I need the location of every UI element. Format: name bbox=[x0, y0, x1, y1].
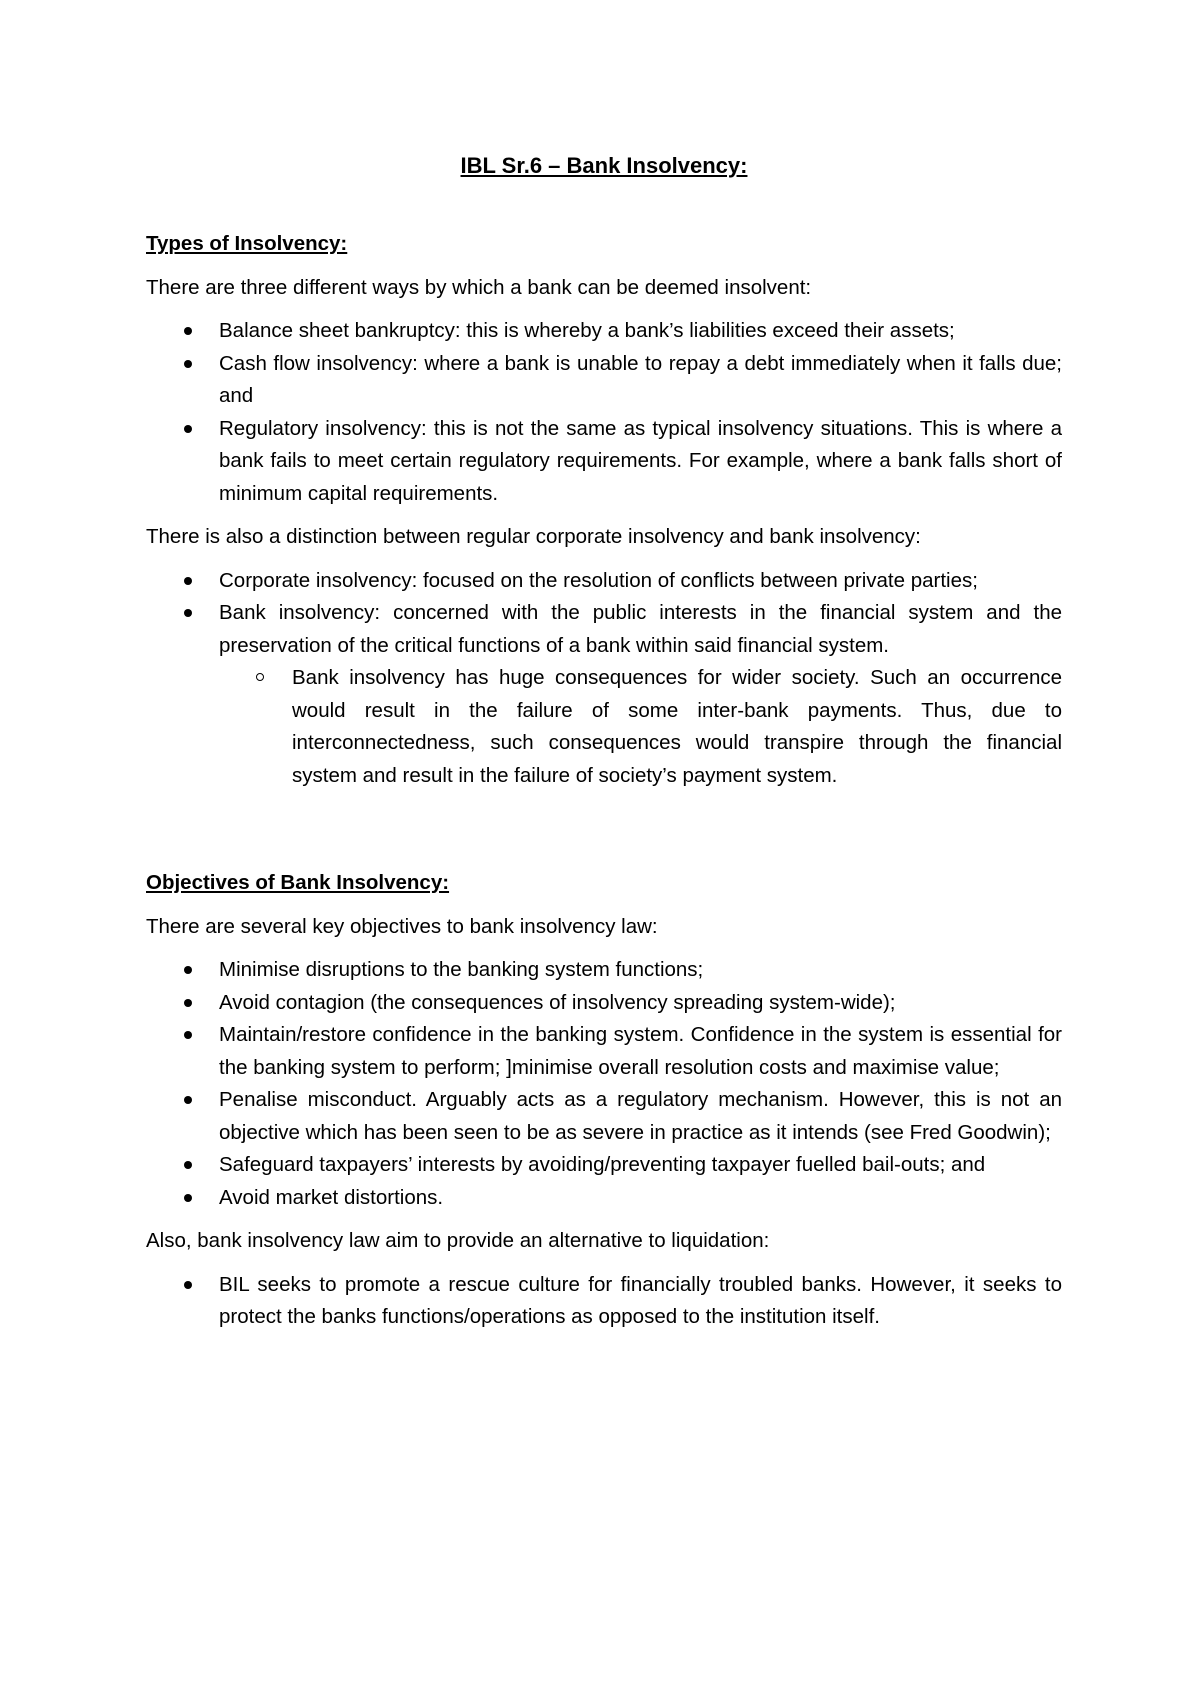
bullet-icon bbox=[184, 609, 192, 617]
bullet-icon bbox=[184, 577, 192, 585]
bullet-icon bbox=[184, 1031, 192, 1039]
document-title: IBL Sr.6 – Bank Insolvency: bbox=[460, 153, 748, 178]
objectives-list bbox=[146, 954, 1062, 1214]
spacer bbox=[146, 186, 1062, 228]
sub-list-item: Bank insolvency has huge consequences for wider society. Such an occurrence would result in the failure of some inter-bank payments. Thus, due to interconnectedness, such consequences would transpire through the financial system and result in the failure of society’s payment system. bbox=[219, 662, 1062, 792]
bullet-icon bbox=[184, 999, 192, 1007]
alternative-list bbox=[146, 1269, 1062, 1334]
list-item: BIL seeks to promote a rescue culture for financially troubled banks. However, it seeks to protect the banks functions/operations as opposed to the institution itself. bbox=[146, 1269, 1062, 1334]
sub-list bbox=[219, 662, 1062, 792]
list-item: Minimise disruptions to the banking system functions; bbox=[146, 954, 1062, 987]
list-item: Safeguard taxpayers’ interests by avoiding/preventing taxpayer fuelled bail-outs; and bbox=[146, 1149, 1062, 1182]
list-item: Avoid market distortions. bbox=[146, 1182, 1062, 1215]
list-item: Maintain/restore confidence in the banking system. Confidence in the system is essential for the banking system to perform; ]minimise overall resolution costs and maximise value; bbox=[146, 1019, 1062, 1084]
bullet-icon bbox=[184, 360, 192, 368]
list-item: Corporate insolvency: focused on the resolution of conflicts between private parties; bbox=[146, 565, 1062, 598]
bullet-icon bbox=[184, 966, 192, 974]
list-item: Balance sheet bankruptcy: this is whereby a bank’s liabilities exceed their assets; bbox=[146, 315, 1062, 348]
bullet-icon bbox=[184, 1194, 192, 1202]
distinction-list bbox=[146, 565, 1062, 793]
document-content bbox=[146, 146, 1062, 1334]
list-item: Bank insolvency: concerned with the public interests in the financial system and the preservation of the critical functions of a bank within said financial system. Bank insolvency has huge consequences for wider society. Such an occurrence would result in the failure of some inter-bank payments. Thus, due to interconnectedness, such consequences would transpire through the financial system and result in the failure of society’s payment system. bbox=[146, 597, 1062, 792]
bullet-icon bbox=[184, 327, 192, 335]
spacer bbox=[146, 792, 1062, 867]
section-heading-types: Types of Insolvency: bbox=[146, 232, 348, 255]
bullet-icon bbox=[184, 425, 192, 433]
list-item: Penalise misconduct. Arguably acts as a regulatory mechanism. However, this is not an objective which has been seen to be as severe in practice as it intends (see Fred Goodwin); bbox=[146, 1084, 1062, 1149]
types-list bbox=[146, 315, 1062, 510]
section-intro-types: There are three different ways by which a bank can be deemed insolvent: bbox=[146, 275, 812, 299]
distinction-intro: There is also a distinction between regular corporate insolvency and bank insolvency: bbox=[146, 525, 921, 548]
list-item: Avoid contagion (the consequences of insolvency spreading system-wide); bbox=[146, 987, 1062, 1020]
circle-bullet-icon bbox=[256, 673, 264, 681]
bullet-icon bbox=[184, 1281, 192, 1289]
alternative-intro: Also, bank insolvency law aim to provide an alternative to liquidation: bbox=[146, 1229, 770, 1252]
section-heading-objectives: Objectives of Bank Insolvency: bbox=[146, 871, 450, 894]
list-item: Cash flow insolvency: where a bank is unable to repay a debt immediately when it falls due; and bbox=[146, 348, 1062, 413]
bullet-icon bbox=[184, 1096, 192, 1104]
section-intro-objectives: There are several key objectives to bank insolvency law: bbox=[146, 914, 658, 938]
list-item: Regulatory insolvency: this is not the same as typical insolvency situations. This is where a bank fails to meet certain regulatory requirements. For example, where a bank falls short of minimum capital requirements. bbox=[146, 413, 1062, 511]
bullet-icon bbox=[184, 1161, 192, 1169]
